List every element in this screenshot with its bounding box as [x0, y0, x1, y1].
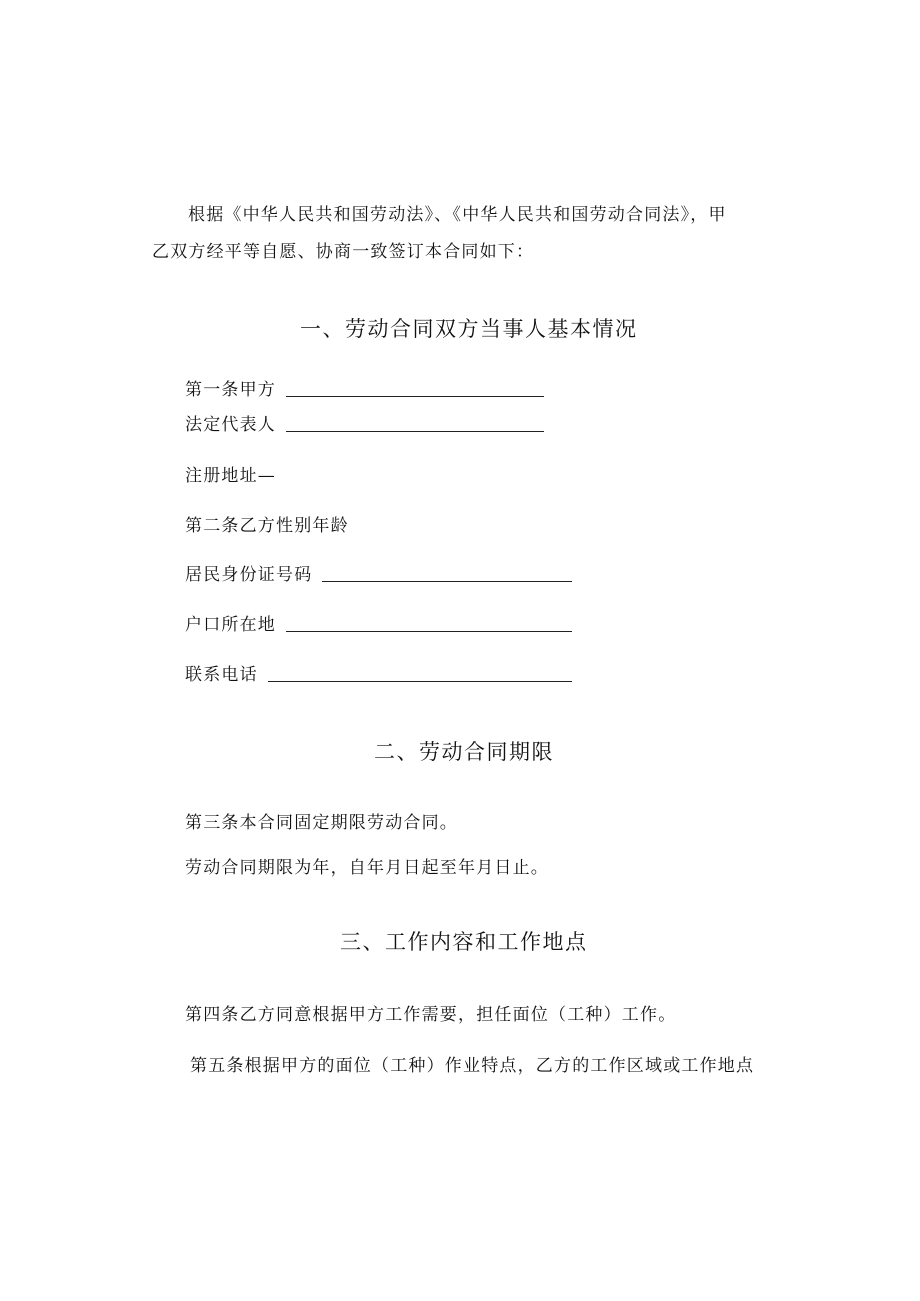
article-3: 第三条本合同固定期限劳动合同。	[185, 813, 458, 833]
contract-term: 劳动合同期限为年，自年月日起至年月日止。	[185, 858, 549, 878]
phone-input-line[interactable]	[268, 667, 572, 682]
household-field	[185, 610, 572, 635]
party-a-field	[185, 375, 544, 400]
party-a-label: 第一条甲方	[185, 380, 276, 400]
id-number-field	[185, 560, 572, 585]
article-4: 第四条乙方同意根据甲方工作需要，担任面位（工种）工作。	[185, 1005, 677, 1025]
section-1-heading: 一、劳动合同双方当事人基本情况	[300, 317, 638, 341]
article-5: 第五条根据甲方的面位（工种）作业特点，乙方的工作区域或工作地点	[190, 1056, 755, 1076]
legal-rep-field	[185, 410, 544, 435]
party-b-label: 第二条乙方性别年龄	[185, 516, 349, 536]
phone-field	[185, 660, 572, 685]
party-a-input-line[interactable]	[286, 382, 544, 397]
legal-rep-label: 法定代表人	[185, 415, 276, 435]
phone-label: 联系电话	[185, 665, 258, 685]
id-number-input-line[interactable]	[322, 567, 572, 582]
preamble-line-2: 乙双方经平等自愿、协商一致签订本合同如下：	[152, 242, 535, 262]
preamble-line-1: 根据《中华人民共和国劳动法》、《中华人民共和国劳动合同法》，甲	[188, 205, 727, 225]
household-input-line[interactable]	[286, 617, 572, 632]
section-3-heading: 三、工作内容和工作地点	[340, 930, 588, 954]
id-number-label: 居民身份证号码	[185, 565, 313, 585]
household-label: 户口所在地	[185, 615, 276, 635]
section-2-heading: 二、劳动合同期限	[374, 740, 554, 764]
reg-address-label: 注册地址—	[185, 466, 276, 486]
legal-rep-input-line[interactable]	[286, 417, 544, 432]
